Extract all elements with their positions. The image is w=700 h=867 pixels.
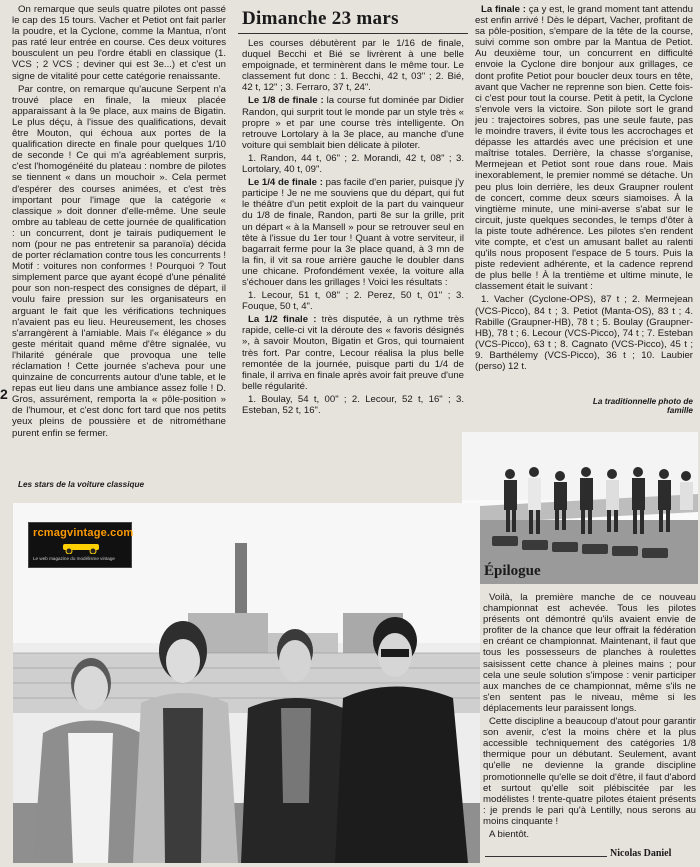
photo-caption-family: La traditionnelle photo de famille (592, 397, 693, 415)
results-line: 1. Boulay, 54 t, 00" ; 2. Lecour, 52 t, 16" ; 3. Esteban, 52 t, 16". (242, 393, 464, 416)
subsection-text: la course fut dominée par Didier Randon, qui surprit tout le monde par un style très « propre » et par une course très intelligente. On retrouve Lortolary à la 3e place, au manche d'une voiture qui semblait bien délicate à piloter. (242, 95, 464, 151)
paragraph: Cette discipline a beaucoup d'atout pour garantir son avenir, c'est la moins chère et la plus accessible techniquement des catégories 1/8 thermique pour un débutant. Seulement, avant qu'elle ne devienne la grande discipline promotionnelle qu'elle se doit d'être, il faut d'abord et surtout qu'elle soit plébiscitée par les modélistes ! trente-quatre pilotes étaient présents : je prends le pari qu'à Lentilly, nous serons au moins cinquante ! (483, 716, 696, 827)
paragraph (242, 177, 464, 288)
subsection-title: La finale : (481, 4, 526, 15)
author-signature: Nicolas Daniel (610, 848, 672, 859)
paragraph: A bientôt. (489, 828, 530, 840)
subsection-title: Le 1/4 de finale : (248, 177, 323, 189)
signature-rule (485, 856, 607, 857)
article-column-3 (475, 4, 693, 389)
paragraph (242, 314, 464, 392)
page-number: 2 (0, 386, 8, 402)
paragraph: Par contre, on remarque qu'aucune Serpent n'a trouvé place en finale, la mieux placée apparaissant à la 9e place, aux mains de Bigatin. Le plus déçu, à l'issue des qualifications, devait être Mouton, qui échoua aux portes de la qualification directe en finale pour quelques 1/10 de seconde ! Ce qui m'a agréablement surpris, c'est l'homogénéité du plateau : nombre de pilotes se tiennent « dans un mouchoir ». Cela permet d'espérer des courses animées, et c'est très important pour l'image que la catégorie « classique » doit donner d'elle-même. Une seule ombre au tableau de cette journée de qualification : un concurrent, dont je tairais pudiquement le nom (pour ne pas entretenir sa paranoïa) décida de porter réclamation contre tous les concurrents ! Motif : voitures non conformes ! Pourquoi ? Tout simplement parce que ayant écopé d'une pénalité pour son non-respect des consignes de départ, il voulu faire pression sur les organisateurs en arguant le fait que les vérifications techniques n'avaient pas eu lieu. Heureusement, les choses s'arrangèrent à l'amiable. Mais l'« élégance » du geste méritait quand même d'être signalée, vu l'hilarité générale que provoqua une telle réclamation ! Cette journée s'acheva pour une quinzaine de concurrents autour d'une table, et le repas eut lieu dans une ambiance assez folle ! D. Gros, assurément, remporta la « pôle-position » de l'humour, et c'est donc fort tard que nos petits yeux pleins de poussière et de nitrométhane purent enfin se fermer. (12, 83, 226, 439)
family-photo-image (462, 432, 698, 584)
photo-caption-stars: Les stars de la voiture classique (18, 480, 145, 489)
paragraph: On remarque que seuls quatre pilotes ont passé le cap des 15 tours. Vacher et Petiot ont fait parler la poudre, et la Cyclone, comme la Mantua, n'ont pas raté leur entrée en course. Ces deux voitures bousculent un peu l'ordre établi en classique (1. VCS ; 2 VCS ; deviner qui est 3e...) et c'est un signe de vitalité pour cette catégorie renaissante. (12, 4, 226, 82)
paragraph (475, 4, 693, 292)
results-line: 1. Vacher (Cyclone-OPS), 87 t ; 2. Mermejean (VCS-Picco), 84 t ; 3. Petiot (Manta-OS), 83 t ; 4. Rabille (Graupner-HB), 78 t ; 5. Boulay (Graupner-HB), 78 t ; 6. Lecour (VCS-Picco), 74 t ; 7. Esteban (VCS-Picco), 63 t ; 8. Cagnato (VCS-Picco), 45 t ; 9. Barthélemy (VCS-Picco), 36 t ; 10. Laubier (perso) 12 t. (475, 294, 693, 372)
subsection-text: pas facile d'en parier, puisque j'y participe ! Je ne me souviens que du départ, qui fut le théâtre d'un petit exploit de la part du vainqueur du 1/8 de finale, Randon, parti 8e sur la grille, prit un départ « à la Mansell » pour se retrouver seul en tête à l'issue du 1er tour ! Quant à votre serviteur, il bagarrait ferme pour la 3e place quand, à 3 mn de la fin, il vit sa roue arrière gauche le doubler dans une chicane. Profondément vexée, la voiture alla s'échouer dans les grillages ! Voici les résultats : (242, 177, 464, 288)
heading-rule (238, 33, 468, 34)
article-column-1 (12, 4, 226, 474)
subsection-title: La 1/2 finale : (248, 314, 317, 326)
section-heading: Dimanche 23 mars (242, 8, 399, 29)
subsection-text: très disputée, à un rythme très rapide, celle-ci vit la déroute des « favoris désignés », à savoir Mouton, Bigatin et Gros, qui tournaient très fort. Par contre, Lecour réalisa la plus belle remontée de la journée, puisque parti du 1/4 de finale, il arriva en finale après avoir fait preuve d'une belle régularité. (242, 314, 464, 392)
paragraph: Les courses débutèrent par le 1/16 de finale, duquel Becchi et Bié se livrèrent à une belle empoignade, et terminèrent dans le même tour. Le classement fut donc : 1. Becchi, 42 t, 03" ; 2. Bié, 42 t, 12" ; 3. Ferraro, 37 t, 24". (242, 38, 464, 94)
logo-tagline: Le web magazine du modélisme vintage (33, 556, 115, 561)
article-column-2 (242, 38, 464, 468)
family-photo (462, 432, 698, 584)
results-line: 1. Randon, 44 t, 06" ; 2. Morandi, 42 t, 08" ; 3. Lortolary, 40 t, 09". (242, 152, 464, 176)
epilogue-heading: Épilogue (484, 563, 541, 579)
epilogue-text (483, 592, 696, 842)
results-line: 1. Lecour, 51 t, 08" ; 2. Perez, 50 t, 01" ; 3. Fouque, 50 t, 4". (242, 290, 464, 313)
subsection-text: ça y est, le grand moment tant attendu est enfin arrivé ! Dès le départ, Vacher, profitant de sa pôle-position, s'empare de la tête de la course, suivi comme son ombre par la Mantua de Petiot. Au deuxième tour, un concurrent en difficulté envoie la Cyclone dire bonjour aux grillages, ce dont profite Petiot pour boucler deux tours en tête, avant que Vacher ne reprenne son bien. Cette fois-ci c'est pour tout la course. Petit à petit, la Cyclone s'envole vers la victoire. Son pilote sort le grand jeu : trajectoires sobres, pas une seule faute, pas le moindre travers, il évite tous les accrochages et dépasse les attardés avec une précision et une maîtrise totales. Derrière, la chasse s'organise, Mermejean et Petiot sont roue dans roue. Mais inexorablement, le premier nommé se détache. Un peu plus loin derrière, les deux Graupner roulent de concert, comme deux sœurs siamoises. À la vingtième minute, une mini-averse s'abat sur le circuit, juste quelques secondes, le temps d'ôter à la piste toute adhérence. Les pilotes s'en rendent vite compte, et c'est un amusant ballet au ralenti qu'ils nous proposent l'espace de 5 tours. Puis la piste redevient adhérente, et la cadence reprend de plus belle ! À la trentième et ultime minute, le classement était le suivant : (475, 4, 693, 293)
subsection-title: Le 1/8 de finale : (248, 95, 324, 107)
rcmagvintage-logo (28, 522, 132, 568)
logo-text: rcmagvintage.com (33, 527, 134, 539)
paragraph (242, 95, 464, 150)
paragraph: Voilà, la première manche de ce nouveau championnat est achevée. Tous les pilotes présents ont démontré qu'ils avaient envie de profiter de la chance que leur offrait la fédération en créant ce championnat. Maintenant, il faut que tous les possesseurs de planches à roulettes saisissent cette chance à pleines mains ; pour cela une seule solution s'impose : venir participer aux manches de ce championnat, même s'ils ne s'en sentent pas le niveau, même si les déplacements leur paraissent longs. (483, 592, 696, 714)
car-logo-icon (59, 540, 103, 554)
